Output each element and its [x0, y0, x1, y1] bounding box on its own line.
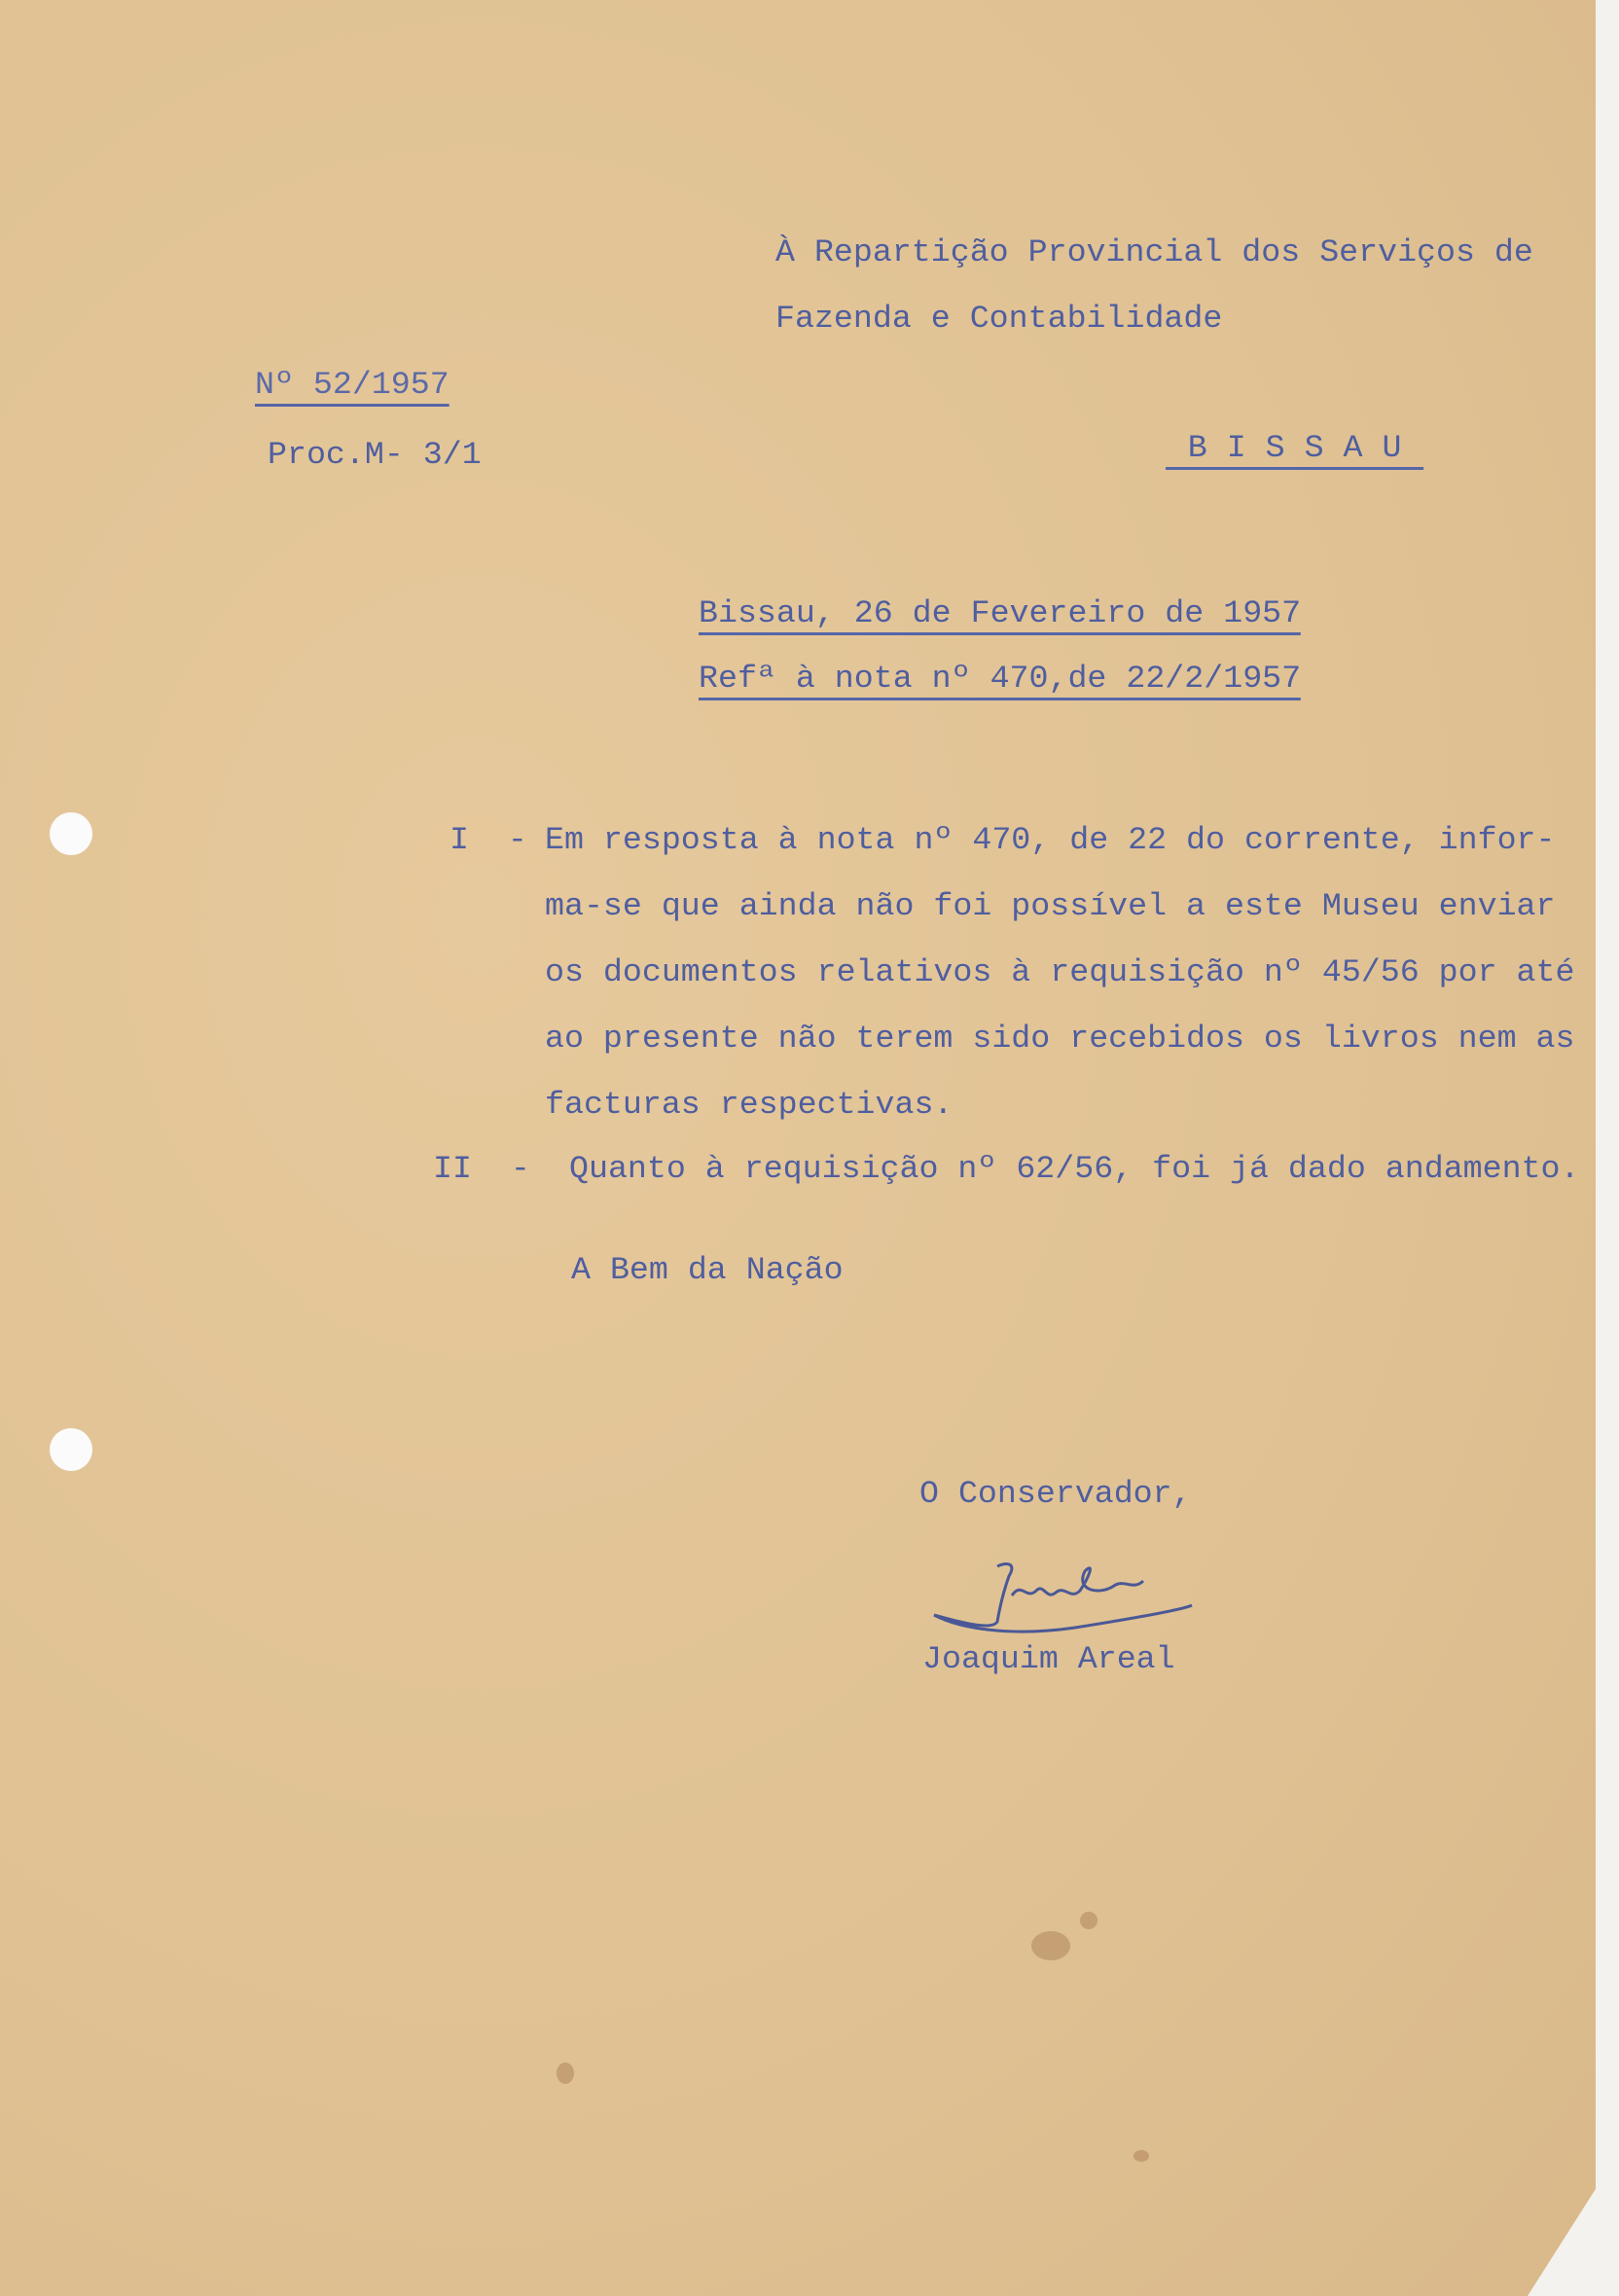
document-number: Nº 52/1957 [255, 370, 450, 407]
recipient-line-1: À Repartição Provincial dos Serviços de [775, 234, 1533, 270]
item-1-line: ao presente não terem sido recebidos os livros nem as [545, 1021, 1575, 1057]
item-1-line: ma-se que ainda não foi possível a este Museu enviar [545, 888, 1556, 924]
stain [1031, 1931, 1070, 1960]
closing: A Bem da Nação [571, 1252, 844, 1288]
reference-line: Refª à nota nº 470,de 22/2/1957 [699, 664, 1301, 700]
signatory-title: O Conservador, [919, 1476, 1192, 1512]
handwritten-signature [929, 1552, 1202, 1639]
item-1-marker: I - [450, 822, 527, 858]
process-number: Proc.M- 3/1 [268, 437, 482, 473]
recipient-line-2: Fazenda e Contabilidade [775, 301, 1223, 337]
item-2-text: Quanto à requisição nº 62/56, foi já dado andamento. [569, 1151, 1580, 1187]
item-1-line: Em resposta à nota nº 470, de 22 do corrente, infor- [545, 822, 1556, 858]
punch-hole [50, 1428, 92, 1471]
item-1-line: os documentos relativos à requisição nº 45/56 por até [545, 954, 1575, 990]
item-1-line: facturas respectivas. [545, 1087, 953, 1123]
punch-hole [50, 812, 92, 855]
date-line: Bissau, 26 de Fevereiro de 1957 [699, 598, 1301, 635]
item-2-marker: II - [433, 1151, 530, 1187]
stain [1080, 1912, 1097, 1929]
recipient-city: B I S S A U [1166, 433, 1423, 470]
stain [557, 2063, 574, 2084]
signatory-name: Joaquim Areal [922, 1641, 1175, 1677]
stain [1133, 2150, 1149, 2162]
